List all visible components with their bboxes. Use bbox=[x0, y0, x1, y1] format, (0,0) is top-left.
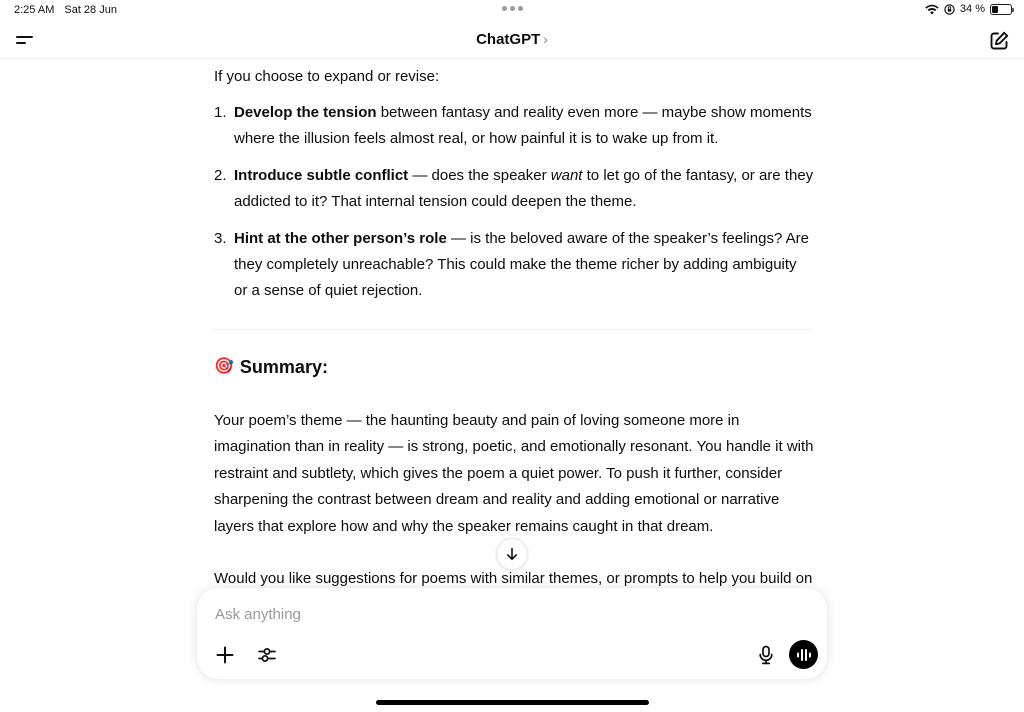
status-bar bbox=[0, 0, 1024, 22]
target-emoji-icon: 🎯 bbox=[214, 358, 234, 375]
list-item-emphasis: want bbox=[550, 166, 583, 184]
list-item bbox=[214, 100, 814, 153]
list-item-text: to let go of the fantasy, or are they addicted to it? That internal tension could deepen the theme. bbox=[234, 166, 814, 211]
status-date: Sat 28 Jun bbox=[64, 4, 117, 16]
list-item bbox=[214, 163, 814, 216]
battery-percent: 34 % bbox=[959, 3, 985, 15]
orientation-lock-icon bbox=[944, 4, 955, 15]
list-number: 3. bbox=[214, 229, 227, 247]
status-left bbox=[14, 4, 117, 16]
list-item-title: Introduce subtle conflict bbox=[234, 166, 409, 184]
page-title: ChatGPT bbox=[476, 31, 541, 48]
list-item-text: — is the beloved aware of the speaker’s feelings? Are they completely unreachable? This could make the theme richer by adding ambiguity or a sense of quiet rejection. bbox=[234, 229, 809, 300]
suggestion-list bbox=[214, 100, 814, 315]
wifi-icon bbox=[925, 4, 939, 15]
list-item-text: — does the speaker bbox=[408, 166, 551, 184]
list-item-text: between fantasy and reality even more — maybe show moments where the illusion feels almost real, or how painful it is to wake up from it. bbox=[234, 104, 812, 148]
sliders-icon bbox=[257, 645, 277, 665]
message-input[interactable] bbox=[215, 606, 715, 623]
list-number: 1. bbox=[214, 104, 227, 121]
plus-icon bbox=[215, 645, 235, 665]
chat-title-button[interactable] bbox=[0, 31, 1024, 48]
list-number: 2. bbox=[214, 166, 227, 184]
new-chat-icon[interactable] bbox=[988, 30, 1010, 52]
divider bbox=[214, 329, 810, 330]
summary-heading-text: Summary: bbox=[239, 357, 328, 377]
home-indicator[interactable] bbox=[376, 700, 649, 705]
battery-icon bbox=[990, 4, 1012, 15]
closing-question: Would you like suggestions for poems with similar themes, or prompts to help you build on bbox=[214, 570, 813, 587]
list-item-title: Hint at the other person’s role bbox=[234, 229, 447, 247]
microphone-icon bbox=[757, 645, 775, 665]
arrow-down-icon bbox=[505, 547, 519, 561]
tools-button[interactable] bbox=[253, 641, 281, 669]
voice-mode-button[interactable] bbox=[789, 640, 818, 669]
composer bbox=[196, 587, 828, 680]
list-item bbox=[214, 226, 814, 305]
message-intro: If you choose to expand or revise: bbox=[214, 68, 440, 85]
add-attachment-button[interactable] bbox=[211, 641, 239, 669]
status-right bbox=[925, 3, 1012, 15]
chevron-right-icon: › bbox=[543, 31, 548, 47]
list-item-title: Develop the tension bbox=[234, 104, 377, 121]
multitasking-dots-icon[interactable] bbox=[502, 6, 523, 11]
status-time: 2:25 AM bbox=[14, 4, 55, 16]
nav-bar bbox=[0, 22, 1024, 59]
dictation-button[interactable] bbox=[752, 641, 780, 669]
summary-heading bbox=[214, 354, 328, 380]
scroll-to-bottom-button[interactable] bbox=[496, 538, 528, 570]
summary-body: Your poem’s theme — the haunting beauty and pain of loving someone more in imagination than in reality — is strong, poetic, and emotionally resonant. You handle it with restraint and subtlety, which gives the poem a quiet power. To push it further, consider sharpening the contrast between dream and reality and adding emotional or narrative layers that explore how and why the speaker remains caught in that dream. bbox=[214, 412, 814, 535]
battery-level bbox=[992, 6, 998, 13]
voice-waveform-icon bbox=[796, 648, 812, 662]
